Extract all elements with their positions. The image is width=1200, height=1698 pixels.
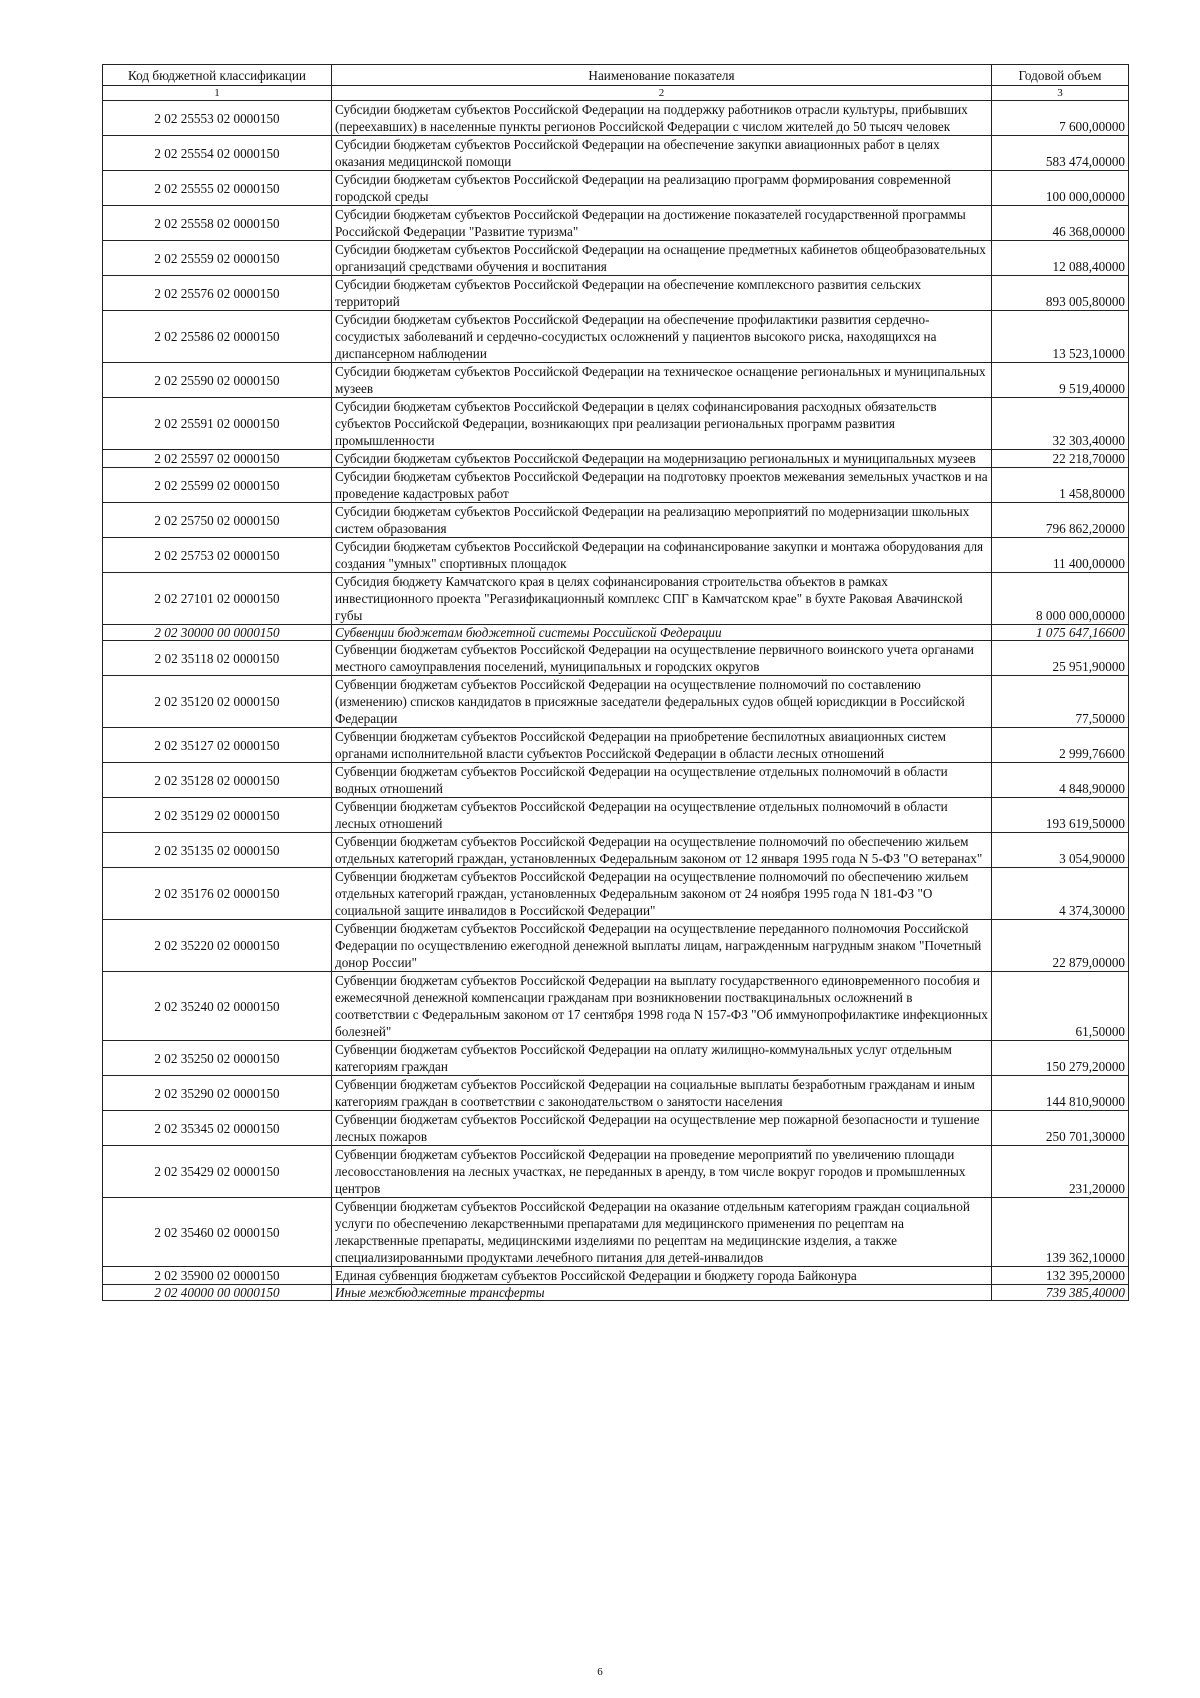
table-row: [103, 1076, 1129, 1111]
annual-volume-cell: 22 218,70000: [992, 450, 1129, 468]
annual-volume-cell: 32 303,40000: [992, 398, 1129, 450]
budget-code-cell: 2 02 35900 02 0000150: [103, 1267, 332, 1285]
annual-volume-cell: 144 810,90000: [992, 1076, 1129, 1111]
table-row: [103, 798, 1129, 833]
annual-volume-cell: 250 701,30000: [992, 1111, 1129, 1146]
annual-volume-cell: 3 054,90000: [992, 833, 1129, 868]
table-row: [103, 171, 1129, 206]
table-row: [103, 763, 1129, 798]
indicator-name-cell: Субвенции бюджетам субъектов Российской Федерации на приобретение беспилотных авиационных систем органами исполнительной власти субъектов Российской Федерации в области лесных отношений: [332, 728, 992, 763]
budget-code-cell: 2 02 25553 02 0000150: [103, 101, 332, 136]
budget-code-cell: 2 02 35290 02 0000150: [103, 1076, 332, 1111]
annual-volume-cell: 4 848,90000: [992, 763, 1129, 798]
table-row: [103, 398, 1129, 450]
indicator-name-cell: Субвенции бюджетам субъектов Российской Федерации на оплату жилищно-коммунальных услуг отдельным категориям граждан: [332, 1041, 992, 1076]
annual-volume-cell: 4 374,30000: [992, 868, 1129, 920]
indicator-name-cell: Субсидии бюджетам субъектов Российской Федерации на обеспечение закупки авиационных работ в целях оказания медицинской помощи: [332, 136, 992, 171]
budget-code-cell: 2 02 25591 02 0000150: [103, 398, 332, 450]
budget-code-cell: 2 02 25597 02 0000150: [103, 450, 332, 468]
table-row: [103, 311, 1129, 363]
budget-code-cell: 2 02 25753 02 0000150: [103, 538, 332, 573]
table-row-group: [103, 625, 1129, 641]
page-number: 6: [597, 1666, 603, 1678]
annual-volume-cell: 231,20000: [992, 1146, 1129, 1198]
table-row-group: [103, 1285, 1129, 1301]
annual-volume-cell: 77,50000: [992, 676, 1129, 728]
header-name: Наименование показателя: [332, 65, 992, 86]
column-number-1: 1: [103, 86, 332, 101]
indicator-name-cell: Субвенции бюджетам субъектов Российской Федерации на осуществление переданного полномочия Российской Федерации по осуществлению ежегодной денежной выплаты лицам, награжденным нагрудным знаком "Почетный донор России": [332, 920, 992, 972]
annual-volume-cell: 61,50000: [992, 972, 1129, 1041]
indicator-name-cell: Субвенции бюджетам субъектов Российской Федерации на осуществление полномочий по обеспечению жильем отдельных категорий граждан, установленных Федеральным законом от 12 января 1995 года N 5-ФЗ "О ветеранах": [332, 833, 992, 868]
indicator-name-cell: Субсидии бюджетам субъектов Российской Федерации на софинансирование закупки и монтажа оборудования для создания "умных" спортивных площадок: [332, 538, 992, 573]
table-row: [103, 276, 1129, 311]
table-row: [103, 868, 1129, 920]
indicator-name-cell: Субвенции бюджетам субъектов Российской Федерации на осуществление полномочий по обеспечению жильем отдельных категорий граждан, установленных Федеральным законом от 24 ноября 1995 года N 181-ФЗ "О социальной защите инвалидов в Российской Федерации": [332, 868, 992, 920]
budget-code-cell: 2 02 40000 00 0000150: [103, 1285, 332, 1301]
indicator-name-cell: Субсидии бюджетам субъектов Российской Федерации на поддержку работников отрасли культуры, прибывших (переехавших) в населенные пункты регионов Российской Федерации с числом жителей до 50 тысяч человек: [332, 101, 992, 136]
table-body: [103, 101, 1129, 1301]
annual-volume-cell: 1 075 647,16600: [992, 625, 1129, 641]
table-row: [103, 363, 1129, 398]
header-code: Код бюджетной классификации: [103, 65, 332, 86]
indicator-name-cell: Иные межбюджетные трансферты: [332, 1285, 992, 1301]
budget-code-cell: 2 02 30000 00 0000150: [103, 625, 332, 641]
table-row: [103, 101, 1129, 136]
table-row: [103, 450, 1129, 468]
indicator-name-cell: Субсидии бюджетам субъектов Российской Федерации на техническое оснащение региональных и муниципальных музеев: [332, 363, 992, 398]
table-row: [103, 728, 1129, 763]
indicator-name-cell: Субсидия бюджету Камчатского края в целях софинансирования строительства объектов в рамках инвестиционного проекта "Регазификационный комплекс СПГ в Камчатском крае" в бухте Раковая Авачинской губы: [332, 573, 992, 625]
indicator-name-cell: Единая субвенция бюджетам субъектов Российской Федерации и бюджету города Байконура: [332, 1267, 992, 1285]
table-row: [103, 1146, 1129, 1198]
annual-volume-cell: 583 474,00000: [992, 136, 1129, 171]
budget-code-cell: 2 02 25590 02 0000150: [103, 363, 332, 398]
budget-code-cell: 2 02 35118 02 0000150: [103, 641, 332, 676]
indicator-name-cell: Субвенции бюджетам субъектов Российской Федерации на проведение мероприятий по увеличению площади лесовосстановления на лесных участках, не переданных в аренду, в том числе вокруг городов и промышленных центров: [332, 1146, 992, 1198]
budget-code-cell: 2 02 35135 02 0000150: [103, 833, 332, 868]
budget-code-cell: 2 02 35345 02 0000150: [103, 1111, 332, 1146]
table-row: [103, 676, 1129, 728]
annual-volume-cell: 132 395,20000: [992, 1267, 1129, 1285]
table-row: [103, 1111, 1129, 1146]
header-volume: Годовой объем: [992, 65, 1129, 86]
indicator-name-cell: Субсидии бюджетам субъектов Российской Федерации на реализацию мероприятий по модернизации школьных систем образования: [332, 503, 992, 538]
indicator-name-cell: Субвенции бюджетам бюджетной системы Российской Федерации: [332, 625, 992, 641]
budget-code-cell: 2 02 35176 02 0000150: [103, 868, 332, 920]
annual-volume-cell: 150 279,20000: [992, 1041, 1129, 1076]
budget-code-cell: 2 02 35128 02 0000150: [103, 763, 332, 798]
indicator-name-cell: Субсидии бюджетам субъектов Российской Федерации на реализацию программ формирования современной городской среды: [332, 171, 992, 206]
table-row: [103, 136, 1129, 171]
annual-volume-cell: 9 519,40000: [992, 363, 1129, 398]
annual-volume-cell: 11 400,00000: [992, 538, 1129, 573]
budget-code-cell: 2 02 35460 02 0000150: [103, 1198, 332, 1267]
annual-volume-cell: 13 523,10000: [992, 311, 1129, 363]
table-row: [103, 1041, 1129, 1076]
column-number-3: 3: [992, 86, 1129, 101]
budget-code-cell: 2 02 35220 02 0000150: [103, 920, 332, 972]
budget-code-cell: 2 02 25750 02 0000150: [103, 503, 332, 538]
budget-code-cell: 2 02 25576 02 0000150: [103, 276, 332, 311]
budget-table: [102, 64, 1129, 1301]
indicator-name-cell: Субвенции бюджетам субъектов Российской Федерации на осуществление мер пожарной безопасности и тушение лесных пожаров: [332, 1111, 992, 1146]
indicator-name-cell: Субсидии бюджетам субъектов Российской Федерации на подготовку проектов межевания земельных участков и на проведение кадастровых работ: [332, 468, 992, 503]
budget-code-cell: 2 02 35429 02 0000150: [103, 1146, 332, 1198]
annual-volume-cell: 8 000 000,00000: [992, 573, 1129, 625]
annual-volume-cell: 2 999,76600: [992, 728, 1129, 763]
annual-volume-cell: 12 088,40000: [992, 241, 1129, 276]
budget-code-cell: 2 02 25599 02 0000150: [103, 468, 332, 503]
indicator-name-cell: Субвенции бюджетам субъектов Российской Федерации на осуществление полномочий по составлению (изменению) списков кандидатов в присяжные заседатели федеральных судов общей юрисдикции в Российской Федерации: [332, 676, 992, 728]
budget-code-cell: 2 02 35129 02 0000150: [103, 798, 332, 833]
budget-code-cell: 2 02 25586 02 0000150: [103, 311, 332, 363]
indicator-name-cell: Субсидии бюджетам субъектов Российской Федерации на оснащение предметных кабинетов общеобразовательных организаций средствами обучения и воспитания: [332, 241, 992, 276]
budget-code-cell: 2 02 25555 02 0000150: [103, 171, 332, 206]
annual-volume-cell: 25 951,90000: [992, 641, 1129, 676]
indicator-name-cell: Субсидии бюджетам субъектов Российской Федерации на обеспечение комплексного развития сельских территорий: [332, 276, 992, 311]
table-row: [103, 833, 1129, 868]
indicator-name-cell: Субвенции бюджетам субъектов Российской Федерации на осуществление отдельных полномочий в области лесных отношений: [332, 798, 992, 833]
table-row: [103, 1267, 1129, 1285]
indicator-name-cell: Субвенции бюджетам субъектов Российской Федерации на выплату государственного единовременного пособия и ежемесячной денежной компенсации гражданам при возникновении поствакцинальных осложнений в соответствии с Федеральным законом от 17 сентября 1998 года N 157-ФЗ "Об иммунопрофилактике инфекционных болезней": [332, 972, 992, 1041]
indicator-name-cell: Субвенции бюджетам субъектов Российской Федерации на социальные выплаты безработным гражданам и иным категориям граждан в соответствии с законодательством о занятости населения: [332, 1076, 992, 1111]
budget-code-cell: 2 02 35250 02 0000150: [103, 1041, 332, 1076]
table-row: [103, 920, 1129, 972]
annual-volume-cell: 893 005,80000: [992, 276, 1129, 311]
indicator-name-cell: Субсидии бюджетам субъектов Российской Федерации на модернизацию региональных и муниципальных музеев: [332, 450, 992, 468]
budget-code-cell: 2 02 27101 02 0000150: [103, 573, 332, 625]
budget-code-cell: 2 02 25559 02 0000150: [103, 241, 332, 276]
annual-volume-cell: 139 362,10000: [992, 1198, 1129, 1267]
indicator-name-cell: Субвенции бюджетам субъектов Российской Федерации на оказание отдельным категориям граждан социальной услуги по обеспечению лекарственными препаратами для медицинского применения по рецептам на лекарственные препараты, медицинскими изделиями по рецептам на медицинские изделия, а также специализированными продуктами лечебного питания для детей-инвалидов: [332, 1198, 992, 1267]
budget-code-cell: 2 02 35240 02 0000150: [103, 972, 332, 1041]
table-row: [103, 1198, 1129, 1267]
table-row: [103, 241, 1129, 276]
table-row: [103, 573, 1129, 625]
indicator-name-cell: Субвенции бюджетам субъектов Российской Федерации на осуществление первичного воинского учета органами местного самоуправления поселений, муниципальных и городских округов: [332, 641, 992, 676]
annual-volume-cell: 796 862,20000: [992, 503, 1129, 538]
budget-table-sheet: [102, 64, 1128, 1301]
indicator-name-cell: Субсидии бюджетам субъектов Российской Федерации в целях софинансирования расходных обязательств субъектов Российской Федерации, возникающих при реализации региональных программ развития промышленности: [332, 398, 992, 450]
table-row: [103, 206, 1129, 241]
table-header: [103, 65, 1129, 101]
budget-code-cell: 2 02 35120 02 0000150: [103, 676, 332, 728]
column-number-2: 2: [332, 86, 992, 101]
budget-code-cell: 2 02 25554 02 0000150: [103, 136, 332, 171]
table-row: [103, 972, 1129, 1041]
annual-volume-cell: 739 385,40000: [992, 1285, 1129, 1301]
budget-code-cell: 2 02 35127 02 0000150: [103, 728, 332, 763]
table-row: [103, 538, 1129, 573]
table-row: [103, 641, 1129, 676]
annual-volume-cell: 22 879,00000: [992, 920, 1129, 972]
budget-code-cell: 2 02 25558 02 0000150: [103, 206, 332, 241]
annual-volume-cell: 193 619,50000: [992, 798, 1129, 833]
annual-volume-cell: 7 600,00000: [992, 101, 1129, 136]
indicator-name-cell: Субсидии бюджетам субъектов Российской Федерации на обеспечение профилактики развития сердечно-сосудистых заболеваний и сердечно-сосудистых осложнений у пациентов высокого риска, находящихся на диспансерном наблюдении: [332, 311, 992, 363]
table-row: [103, 468, 1129, 503]
annual-volume-cell: 100 000,00000: [992, 171, 1129, 206]
table-row: [103, 503, 1129, 538]
indicator-name-cell: Субвенции бюджетам субъектов Российской Федерации на осуществление отдельных полномочий в области водных отношений: [332, 763, 992, 798]
annual-volume-cell: 46 368,00000: [992, 206, 1129, 241]
indicator-name-cell: Субсидии бюджетам субъектов Российской Федерации на достижение показателей государственной программы Российской Федерации "Развитие туризма": [332, 206, 992, 241]
annual-volume-cell: 1 458,80000: [992, 468, 1129, 503]
